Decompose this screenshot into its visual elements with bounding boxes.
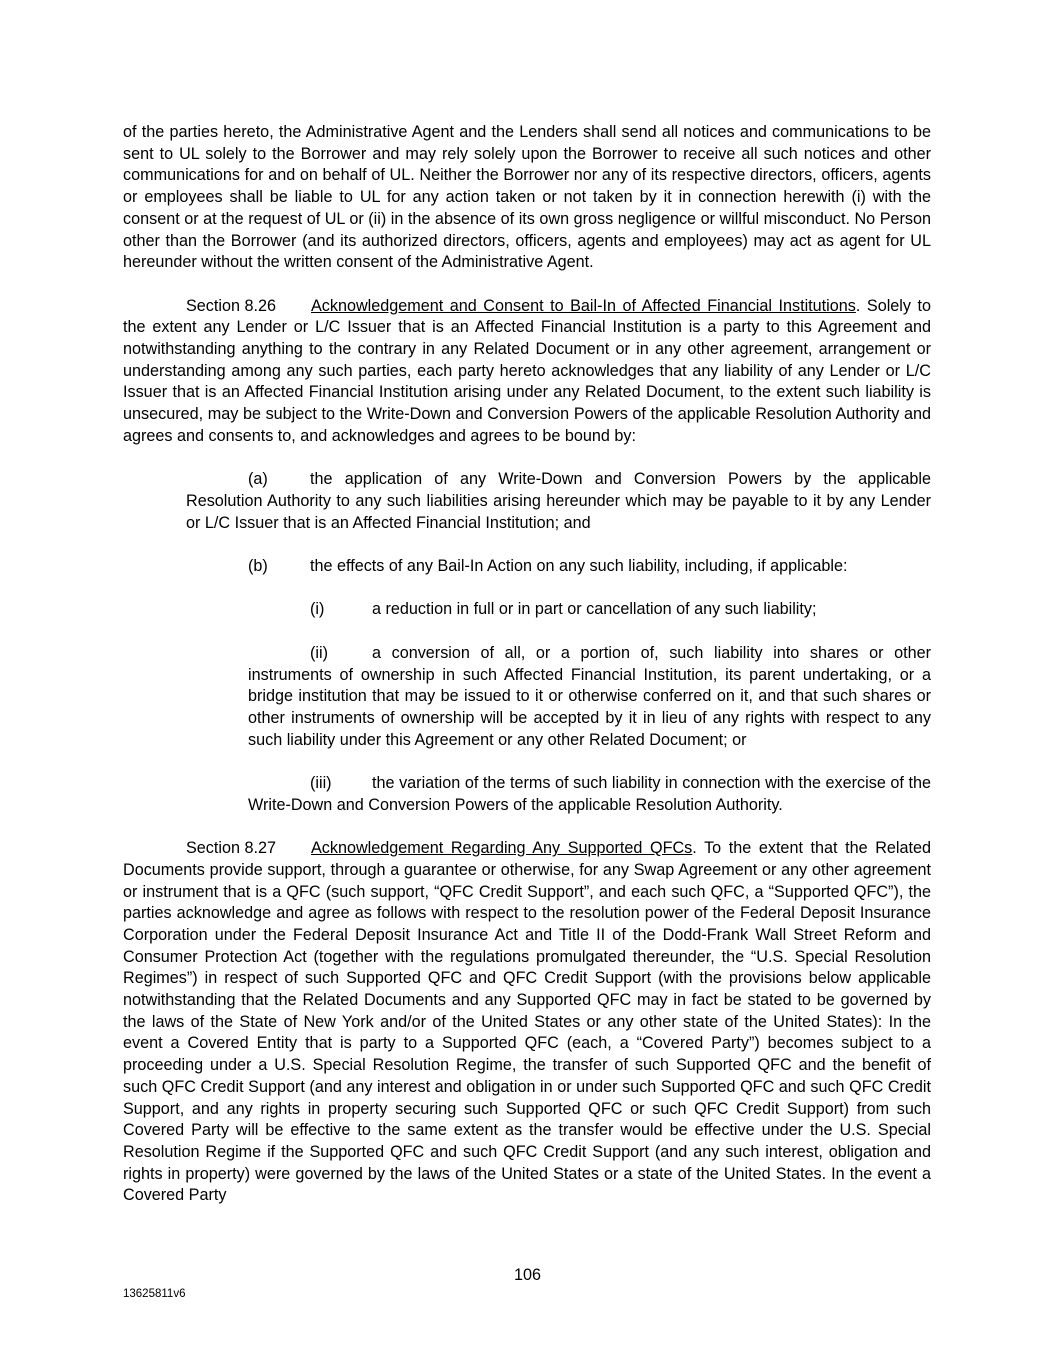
- page-number: 106: [513, 1266, 541, 1284]
- clause-text: the variation of the terms of such liability in connection with the exercise of the Write-Down and Conversion Powers of the applicable Resolution Authority.: [248, 774, 931, 814]
- clause-text: the application of any Write-Down and Conversion Powers by the applicable Resolution Authority to any such liabilities arising hereunder which may be payable to it by any Lender or L/C Issuer that is an Affected Financial Institution; and: [186, 470, 931, 532]
- document-id: 13625811v6: [123, 1288, 186, 1300]
- section-body: . To the extent that the Related Documents provide support, through a guarantee or otherwise, for any Swap Agreement or any other agreement or instrument that is a QFC (such support, “QFC Credit Support”, and each such QFC, a “Supported QFC”), the parties acknowledge and agree as follows with respect to the resolution power of the Federal Deposit Insurance Corporation under the Federal Deposit Insurance Act and Title II of the Dodd-Frank Wall Street Reform and Consumer Protection Act (together with the regulations promulgated thereunder, the “U.S. Special Resolution Regimes”) in respect of such Supported QFC and QFC Credit Support (with the provisions below applicable notwithstanding that the Related Documents and any Supported QFC may in fact be stated to be governed by the laws of the State of New York and/or of the United States or any other state of the United States): In the event a Covered Entity that is party to a Supported QFC (each, a “Covered Party”) becomes subject to a proceeding under a U.S. Special Resolution Regime, the transfer of such Supported QFC and the benefit of such QFC Credit Support (and any interest and obligation in or under such Supported QFC and such QFC Credit Support, and any rights in property securing such Supported QFC or such QFC Credit Support) from such Covered Party will be effective to the same extent as the transfer would be effective under the U.S. Special Resolution Regime if the Supported QFC and such QFC Credit Support (and any such interest, obligation and rights in property) were governed by the laws of the United States or a state of the United States. In the event a Covered Party: [123, 839, 931, 1205]
- clause-iii: [248, 773, 931, 816]
- paragraph-ul-notices: of the parties hereto, the Administrative Agent and the Lenders shall send all notices and communications to be sent to UL solely to the Borrower and may rely solely upon the Borrower to receive all such notices and other communications for and on behalf of UL. Neither the Borrower nor any of its respective directors, officers, agents or employees shall be liable to UL for any action taken or not taken by it in connection herewith (i) with the consent or at the request of UL or (ii) in the absence of its own gross negligence or willful misconduct. No Person other than the Borrower (and its authorized directors, officers, agents and employees) may act as agent for UL hereunder without the written consent of the Administrative Agent.: [123, 123, 931, 272]
- clause-a: [186, 469, 931, 534]
- clause-label: (b): [248, 557, 268, 576]
- clause-ii: [248, 643, 931, 752]
- clause-text: a conversion of all, or a portion of, such liability into shares or other instruments of ownership in such Affected Financial Institution, its parent undertaking, or a bridge institution that may be issued to it or otherwise conferred on it, and that such shares or other instruments of ownership will be accepted by it in lieu of any rights with respect to any such liability under this Agreement or any other Related Document; or: [248, 643, 931, 749]
- clause-text: the effects of any Bail-In Action on any such liability, including, if applicable:: [310, 557, 848, 576]
- section-number: Section 8.26: [186, 296, 276, 315]
- section-number: Section 8.27: [186, 839, 276, 858]
- clause-ii-block: [248, 643, 931, 752]
- clause-iii-block: [248, 773, 931, 816]
- section-8-27: [123, 838, 931, 1207]
- clause-i-block: [310, 599, 931, 621]
- clause-label: (a): [248, 470, 268, 489]
- clause-b-block: [248, 556, 931, 578]
- document-body: [123, 122, 931, 1229]
- clause-label: (iii): [310, 774, 332, 792]
- section-title: Acknowledgement Regarding Any Supported QFCs: [311, 839, 693, 858]
- section-title: Acknowledgement and Consent to Bail-In of Affected Financial Institutions: [311, 296, 856, 315]
- section-8-26: [123, 296, 931, 448]
- clause-label: (ii): [310, 643, 328, 662]
- clause-a-block: [186, 469, 931, 534]
- clause-label: (i): [310, 600, 325, 619]
- clause-i: [310, 599, 931, 621]
- clause-text: a reduction in full or in part or cancellation of any such liability;: [372, 600, 817, 619]
- section-body: . Solely to the extent any Lender or L/C Issuer that is an Affected Financial Institution is a party to this Agreement and notwithstanding anything to the contrary in any Related Document or in any other agreement, arrangement or understanding among any such parties, each party hereto acknowledges that any liability of any Lender or L/C Issuer that is an Affected Financial Institution arising under any Related Document, to the extent such liability is unsecured, may be subject to the Write-Down and Conversion Powers of the applicable Resolution Authority and agrees and consents to, and acknowledges and agrees to be bound by:: [123, 296, 931, 445]
- clause-b: [248, 556, 931, 578]
